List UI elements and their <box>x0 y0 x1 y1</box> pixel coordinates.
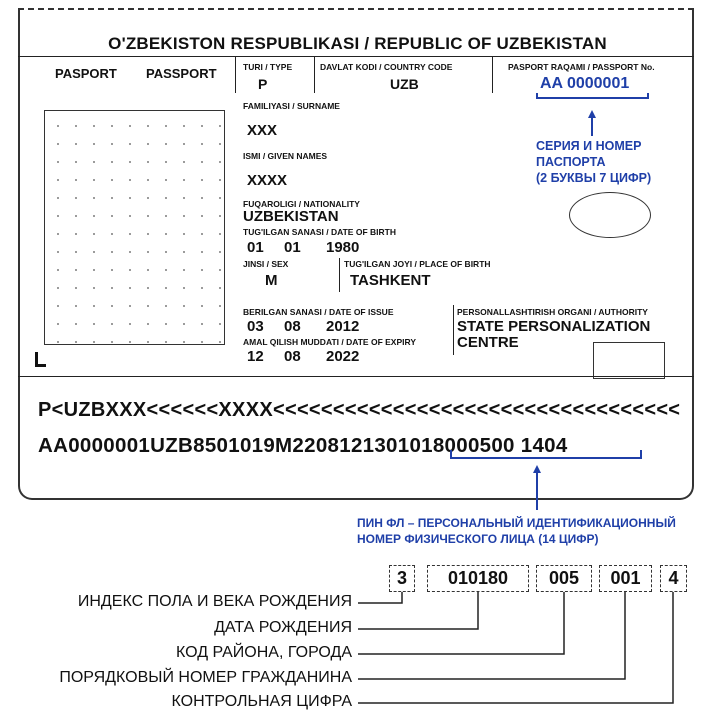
nationality-label: FUQAROLIGI / NATIONALITY <box>243 199 360 209</box>
expiry-month: 08 <box>284 348 301 365</box>
date-of-expiry-label: AMAL QILISH MUDDATI / DATE OF EXPIRY <box>243 337 416 347</box>
pasport-uz-label: PASPORT <box>55 66 117 81</box>
authority-label: PERSONALLASHTIRISH ORGANI / AUTHORITY <box>457 307 648 317</box>
passport-en-label: PASSPORT <box>146 66 217 81</box>
connector-birth-date <box>358 592 478 629</box>
passport-no-label: PASPORT RAQAMI / PASSPORT No. <box>508 62 655 72</box>
legend-check-digit: КОНТРОЛЬНАЯ ЦИФРА <box>171 693 352 710</box>
surname-label: FAMILIYASI / SURNAME <box>243 101 340 111</box>
country-code-label: DAVLAT KODI / COUNTRY CODE <box>320 62 453 72</box>
dob-month: 01 <box>284 239 301 256</box>
sex-value: M <box>265 272 278 289</box>
issue-day: 03 <box>247 318 264 335</box>
mrz-line-1: P<UZBXXX<<<<<<XXXX<<<<<<<<<<<<<<<<<<<<<<<<<<<<<<<<<< <box>38 399 681 421</box>
mrz-line-2: AA0000001UZB8501019M2208121301018000500 1404 <box>38 434 568 457</box>
expiry-day: 12 <box>247 348 264 365</box>
legend-serial-number: ПОРЯДКОВЫЙ НОМЕР ГРАЖДАНИНА <box>59 669 352 686</box>
date-of-birth-label: TUG'ILGAN SANASI / DATE OF BIRTH <box>243 227 396 237</box>
connector-district-code <box>358 592 564 654</box>
place-of-birth-label: TUG'ILGAN JOYI / PLACE OF BIRTH <box>344 259 491 269</box>
pin-segment-gender-century: 3 <box>389 565 415 592</box>
passport-title: O'ZBEKISTON RESPUBLIKASI / REPUBLIC OF UZBEKISTAN <box>108 34 607 53</box>
surname-value: XXX <box>247 122 278 139</box>
pin-segment-birth-date: 010180 <box>427 565 529 592</box>
given-names-label: ISMI / GIVEN NAMES <box>243 151 328 161</box>
pin-note-line-2: НОМЕР ФИЗИЧЕСКОГО ЛИЦА (14 ЦИФР) <box>357 532 599 546</box>
connector-gender-century <box>358 592 402 603</box>
dob-day: 01 <box>247 239 264 256</box>
place-of-birth-value: TASHKENT <box>350 272 431 289</box>
legend-gender-century: ИНДЕКС ПОЛА И ВЕКА РОЖДЕНИЯ <box>77 593 352 610</box>
series-note-line-3: (2 БУКВЫ 7 ЦИФР) <box>536 171 652 185</box>
pin-segment-serial-number: 001 <box>599 565 652 592</box>
type-value: P <box>258 76 268 92</box>
sex-label: JINSI / SEX <box>243 259 289 269</box>
issue-month: 08 <box>284 318 301 335</box>
country-code-value: UZB <box>390 76 419 92</box>
connector-serial-number <box>358 592 625 679</box>
type-label: TURI / TYPE <box>243 62 293 72</box>
passport-no-value: AA 0000001 <box>540 75 630 92</box>
issue-year: 2012 <box>326 318 360 335</box>
expiry-year: 2022 <box>326 348 360 365</box>
nationality-value: UZBEKISTAN <box>243 208 339 225</box>
passport-no-bracket <box>537 93 648 98</box>
pin-bracket <box>451 450 641 458</box>
series-note-line-2: ПАСПОРТА <box>536 155 606 169</box>
date-of-issue-label: BERILGAN SANASI / DATE OF ISSUE <box>243 307 394 317</box>
legend-district-code: КОД РАЙОНА, ГОРОДА <box>176 644 352 661</box>
dob-year: 1980 <box>326 239 360 256</box>
series-note-line-1: СЕРИЯ И НОМЕР <box>536 139 642 153</box>
pin-note-line-1: ПИН ФЛ – ПЕРСОНАЛЬНЫЙ ИДЕНТИФИКАЦИОННЫЙ <box>357 516 676 530</box>
legend-birth-date: ДАТА РОЖДЕНИЯ <box>214 619 352 636</box>
authority-line2: CENTRE <box>457 334 519 351</box>
pin-segment-district-code: 005 <box>536 565 592 592</box>
given-names-value: XXXX <box>247 172 288 189</box>
pin-segment-check-digit: 4 <box>660 565 687 592</box>
authority-line1: STATE PERSONALIZATION <box>457 318 651 335</box>
